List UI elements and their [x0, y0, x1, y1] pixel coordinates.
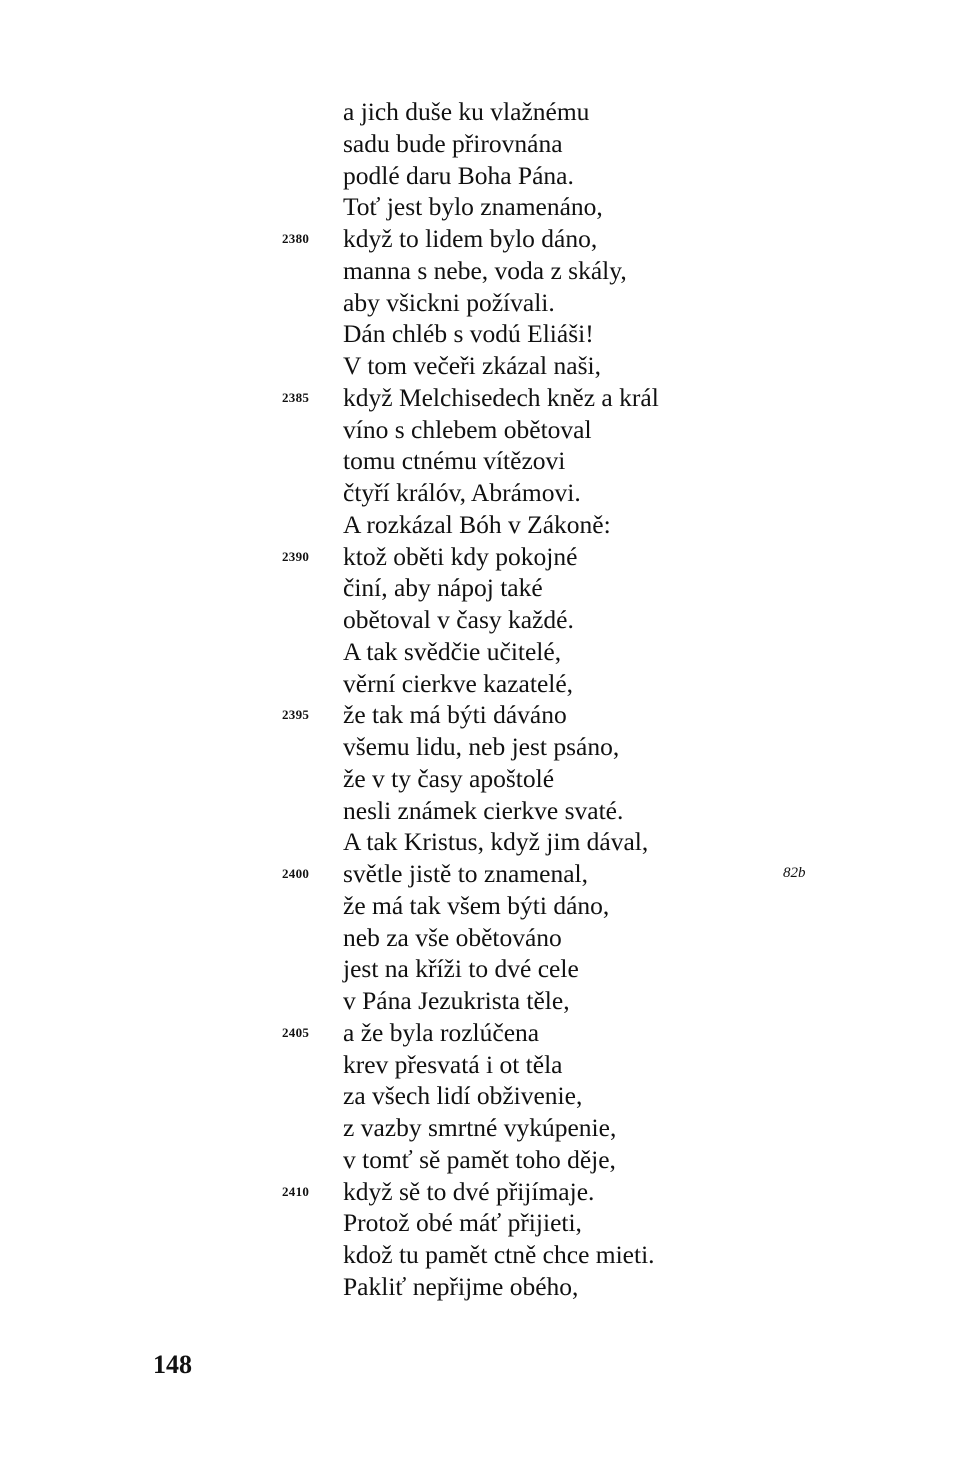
verse-line — [0, 318, 960, 350]
verse-line — [0, 223, 960, 255]
verse-text: Toť jest bylo znamenáno, — [343, 192, 603, 222]
verse-text: kdož tu pamět ctně chce mieti. — [343, 1240, 655, 1269]
verse-text: že má tak všem býti dáno, — [343, 890, 610, 920]
verse-text: tomu ctnému vítězovi — [343, 446, 566, 476]
verse-line — [0, 541, 960, 573]
line-number: 2390 — [282, 548, 310, 564]
verse-line — [0, 985, 960, 1017]
verse-line — [0, 160, 960, 192]
verse-line — [0, 1112, 960, 1144]
verse-line — [0, 572, 960, 604]
verse-line — [0, 1176, 960, 1208]
verse-line — [0, 191, 960, 223]
verse-line — [0, 1049, 960, 1081]
verse-text: z vazby smrtné vykúpenie, — [343, 1113, 617, 1142]
verse-line — [0, 128, 960, 160]
folio-marginal-note: 82b — [783, 865, 806, 881]
verse-line — [0, 414, 960, 446]
line-number: 2380 — [282, 231, 310, 246]
verse-text: v tomť sě pamět toho děje, — [343, 1144, 616, 1174]
verse-line — [0, 953, 960, 985]
verse-text: obětoval v časy každé. — [343, 605, 574, 634]
verse-line — [0, 668, 960, 700]
verse-text: víno s chlebem obětoval — [343, 414, 592, 444]
line-number: 2395 — [282, 707, 310, 723]
verse-text: že tak má býti dáváno — [343, 700, 567, 730]
verse-line — [0, 445, 960, 477]
line-number: 2400 — [282, 866, 310, 881]
verse-text: A tak svědčie učitelé, — [343, 636, 562, 666]
verse-text: podlé daru Boha Pána. — [343, 160, 574, 190]
verse-line — [0, 795, 960, 827]
verse-text: když to lidem bylo dáno, — [343, 224, 598, 253]
verse-text: a že byla rozlúčena — [343, 1017, 540, 1047]
verse-block — [0, 96, 960, 1303]
verse-text: aby všickni požívali. — [343, 287, 555, 317]
verse-text: když sě to dvé přijímaje. — [343, 1176, 595, 1206]
verse-text: všemu lidu, neb jest psáno, — [343, 732, 620, 761]
verse-text: neb za vše obětováno — [343, 922, 562, 952]
verse-line — [0, 1207, 960, 1239]
verse-text: světle jistě to znamenal, — [343, 859, 589, 888]
verse-line — [0, 509, 960, 541]
verse-text: V tom večeři zkázal naši, — [343, 351, 601, 380]
verse-text: že v ty časy apoštolé — [343, 763, 555, 793]
verse-line — [0, 858, 960, 890]
verse-line — [0, 699, 960, 731]
verse-text: čtyří králóv, Abrámovi. — [343, 478, 581, 507]
verse-text: nesli známek cierkve svaté. — [343, 795, 624, 825]
verse-text: manna s nebe, voda z skály, — [343, 255, 627, 285]
verse-text: činí, aby nápoj také — [343, 573, 543, 603]
verse-text: když Melchisedech kněz a král — [343, 382, 659, 412]
verse-text: A rozkázal Bóh v Zákoně: — [343, 509, 611, 539]
verse-text: Protož obé máť přijieti, — [343, 1208, 582, 1238]
verse-line — [0, 826, 960, 858]
verse-line — [0, 763, 960, 795]
verse-line — [0, 604, 960, 636]
verse-text: v Pána Jezukrista těle, — [343, 986, 570, 1015]
page-number: 148 — [153, 1350, 192, 1379]
line-number: 2385 — [282, 389, 310, 405]
verse-text: za všech lidí obživenie, — [343, 1081, 583, 1111]
verse-text: věrní cierkve kazatelé, — [343, 668, 574, 698]
verse-line — [0, 255, 960, 287]
verse-text: Dán chléb s vodú Eliáši! — [343, 319, 594, 349]
verse-line — [0, 922, 960, 954]
verse-text: jest na kříži to dvé cele — [343, 954, 579, 984]
verse-line — [0, 382, 960, 414]
verse-text: A tak Kristus, když jim dával, — [343, 827, 649, 857]
verse-line — [0, 1144, 960, 1176]
verse-line — [0, 890, 960, 922]
verse-text: krev přesvatá i ot těla — [343, 1049, 563, 1079]
verse-line — [0, 1017, 960, 1049]
line-number: 2405 — [282, 1024, 310, 1040]
verse-line — [0, 731, 960, 763]
verse-line — [0, 477, 960, 509]
line-number: 2410 — [282, 1183, 310, 1199]
verse-text: ktož oběti kdy pokojné — [343, 541, 578, 571]
verse-text: a jich duše ku vlažnému — [343, 97, 590, 126]
verse-line — [0, 1271, 960, 1303]
verse-line — [0, 1080, 960, 1112]
verse-text: sadu bude přirovnána — [343, 128, 563, 158]
verse-line — [0, 1239, 960, 1271]
verse-line — [0, 287, 960, 319]
verse-line — [0, 350, 960, 382]
verse-line — [0, 96, 960, 128]
verse-text: Pakliť nepřijme obého, — [343, 1271, 579, 1301]
verse-line — [0, 636, 960, 668]
